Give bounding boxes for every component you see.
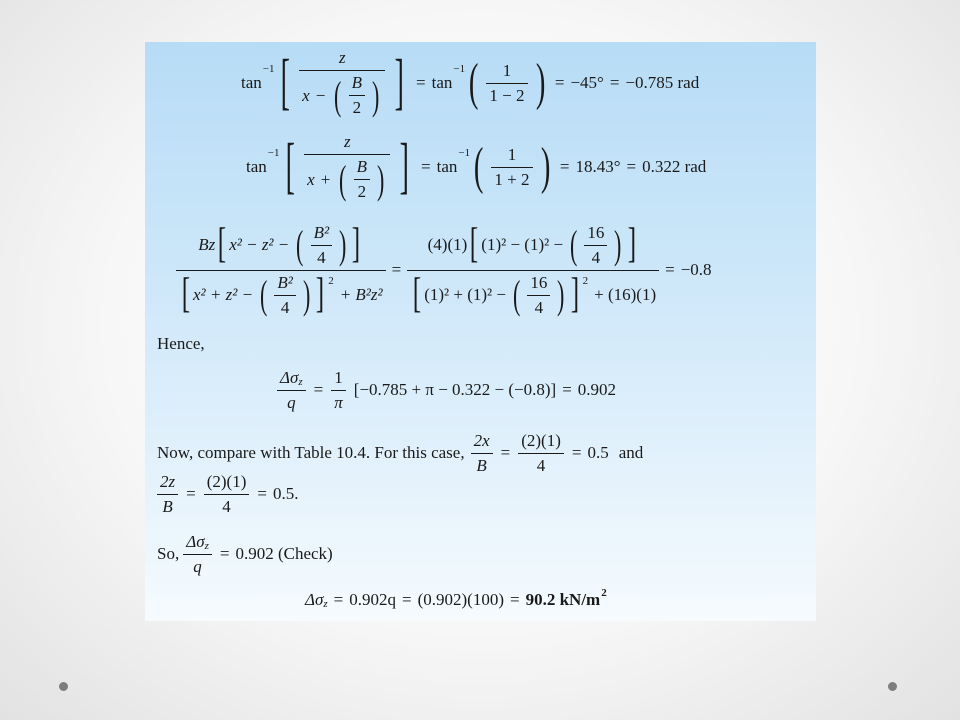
equation-stress-ratio: Δσ z q = $\frac{1}{\pi}$ [−0.785 + π − 0.322 − (−0.8)] = 0.902 [275, 362, 616, 418]
compare-line: Now, compare with Table 10.4. For this case, $\frac{2x}{B}$ = $\frac{(2)(1)}{4}$ = 0.5 and [157, 430, 644, 475]
equation-check: So, Δσ z q = 0.902 (Check) [157, 531, 333, 576]
equation-tan-minus: tan −1 [ z x − ( $\frac{B}{2}$ ) ] = tan −1 ( $\frac{1}{1 - 2}$ ) = −45° = −0.785 rad [241, 48, 700, 118]
equation-final-result: Δσ z = 0.902q = (0.902)(100) = 90.2 kN/m 2 [305, 587, 607, 610]
equation-tan-plus: tan −1 [ z x + ( $\frac{B}{2}$ ) ] = tan −1 ( $\frac{1}{1 + 2}$ ) = 18.43° = 0.322 rad [246, 132, 707, 202]
right-dot-decoration [888, 682, 897, 691]
equation-ratio: Bz [ x² − z² − ( $\frac{\text{B²}}{4}$ ) ] [ x² + z² − ( $\frac{\text{B²}}{4}$ ) ] 2 + B²z² = (4)(1) [ (1)² − (1)² − ( $\frac{16}{4}$ ) ] [ (1)² + (1)² − ( $\frac{16}{4}$ ) ] 2 + (16)(1) = −0.8 [176, 212, 712, 328]
left-dot-decoration [59, 682, 68, 691]
equation-depth-ratio: $\frac{2z}{B}$ = $\frac{(2)(1)}{4}$ = 0.5. [157, 469, 298, 519]
hence-label: Hence, [157, 334, 205, 353]
